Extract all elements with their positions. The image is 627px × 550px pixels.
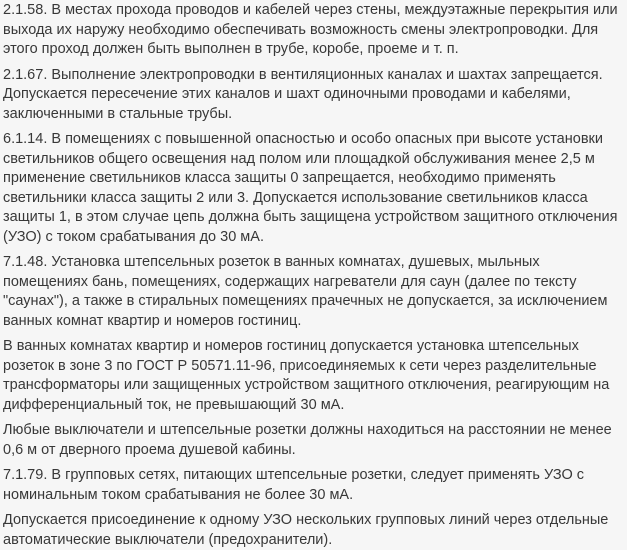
paragraph-7-1-48: 7.1.48. Установка штепсельных розеток в ванных комнатах, душевых, мыльных помещениях бань, помещениях, содержащих нагреватели для саун (далее по тексту "саунах"), а также в стиральных помещениях прачечных не допускается, за исключением ванных комнат квартир и номеров гостиниц. (3, 254, 608, 329)
paragraph-6-1-14: 6.1.14. В помещениях с повышенной опасностью и особо опасных при высоте установки светильников общего освещения над полом или площадкой обслуживания менее 2,5 м применение светильников класса защиты 0 запрещается, необходимо применять светильники класса защиты 2 или 3. Допускается использование светильников класса защиты 1, в этом случае цепь должна быть защищена устройством защитного отключения (УЗО) с током срабатывания до 30 мА. (3, 131, 618, 245)
paragraph-uzo-group-lines: Допускается присоединение к одному УЗО нескольких групповых линий через отдельные автоматические выключатели (предохранители). (3, 512, 609, 548)
paragraph-2-1-67: 2.1.67. Выполнение электропроводки в вентиляционных каналах и шахтах запрещается. Допускается пересечение этих каналов и шахт одиночными проводами и кабелями, заключенными в стальные трубы. (3, 66, 603, 122)
paragraph-2-1-58: 2.1.58. В местах прохода проводов и кабелей через стены, междуэтажные перекрытия или выхода их наружу необходимо обеспечивать возможность смены электропроводки. Для этого проход должен быть выполнен в трубе, коробе, проеме и т. п. (3, 2, 618, 57)
paragraph-7-1-79: 7.1.79. В групповых сетях, питающих штепсельные розетки, следует применять УЗО с номинальным током срабатывания не более 30 мА. (3, 467, 584, 503)
paragraph-bathroom-sockets: В ванных комнатах квартир и номеров гостиниц допускается установка штепсельных розеток в зоне 3 по ГОСТ Р 50571.11-96, присоединяемых к сети через разделительные трансформаторы или защищенных устройством защитного отключения, реагирующим на дифференциальный ток, не превышающий 30 мА. (3, 338, 610, 413)
paragraph-switch-distance: Любые выключатели и штепсельные розетки должны находиться на расстоянии не менее 0,6 м от дверного проема душевой кабины. (3, 422, 612, 458)
document-body (3, 1, 623, 550)
